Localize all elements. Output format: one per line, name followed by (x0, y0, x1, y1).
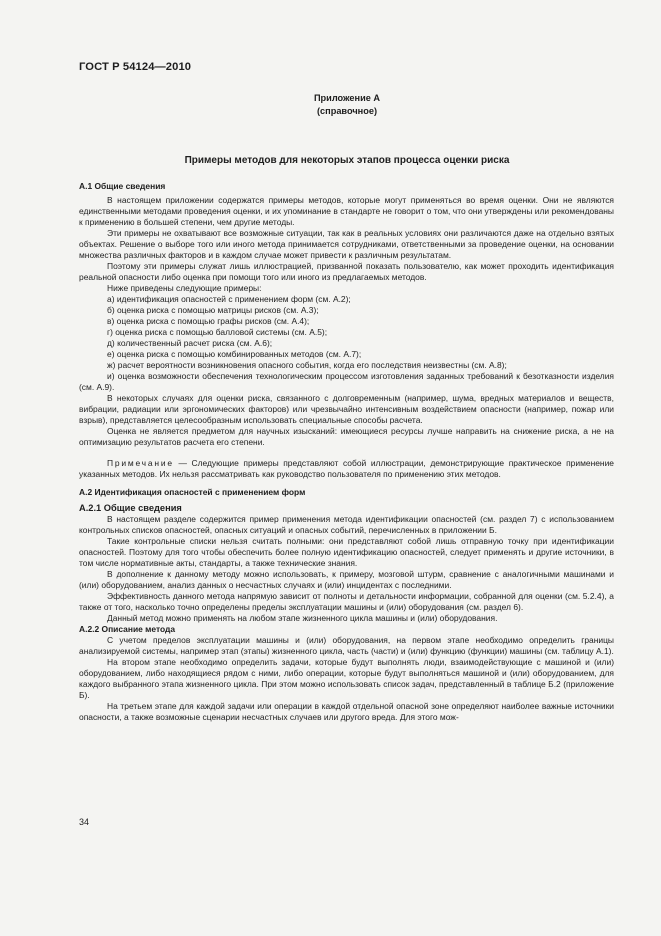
standard-header: ГОСТ Р 54124—2010 (79, 61, 192, 73)
list-item: б) оценка риска с помощью матрицы рисков (см. А.3); (107, 305, 319, 315)
appendix-heading (0, 92, 661, 117)
paragraph: С учетом пределов эксплуатации машины и (или) оборудования, на первом этапе необходимо определить границы анализируемой системы, например этап (этапы) жизненного цикла, часть (части) и (или) функцию (функции) машины (см. таблицу А.1). (79, 635, 614, 656)
list-item: д) количественный расчет риска (см. А.6); (107, 338, 273, 348)
subsection-heading-a21: А.2.1 Общие сведения (79, 503, 182, 513)
note (79, 458, 614, 480)
paragraph: На втором этапе необходимо определить задачи, которые будут выполнять люди, взаимодействующие с машиной и (или) оборудованием, либо находящиеся рядом с ними, либо операции, которые будут выполняться машиной и (или) оборудованием, для каждого выбранного этапа жизненного цикла. При этом можно использовать список задач, представленный в таблице Б.2 (приложение Б). (79, 657, 614, 700)
paragraph: Такие контрольные списки нельзя считать полными: они представляют собой лишь отправную точку при идентификации опасностей. Поэтому для того чтобы обеспечить более полную идентификацию опасностей, следует применять и другие источники, в том числе нормативные акты, стандарты, а также технические знания. (79, 536, 614, 568)
paragraph: В некоторых случаях для оценки риска, связанного с долговременным (например, шума, вредных материалов и веществ, вибрации, радиации или эргономических факторов) или чрезвычайно интенсивным воздействием опасности (например, пожар или взрыв), представляется целесообразным использовать специальные способы расчета. (79, 393, 614, 425)
section-heading-a1: А.1 Общие сведения (79, 181, 166, 191)
paragraph: В настоящем приложении содержатся примеры методов, которые могут применяться во время оценки. Они не являются единственными методами проведения оценки, и их упоминание в стандарте не говорит о том, что они утверждены или рекомендованы к применению в большей степени, чем другие методы. (79, 195, 614, 227)
paragraph: Оценка не является предметом для научных изысканий: имеющиеся ресурсы лучше направить на снижение риска, а не на оптимизацию результатов расчета его степени. (79, 426, 614, 447)
paragraph: В дополнение к данному методу можно использовать, к примеру, мозговой штурм, сравнение с аналогичными машинами и (или) оборудованием, анализ данных о несчастных случаях и (или) инцидентах с последними. (79, 569, 614, 590)
paragraph: Данный метод можно применять на любом этапе жизненного цикла машины и (или) оборудования. (107, 613, 498, 623)
paragraph: Эти примеры не охватывают все возможные ситуации, так как в реальных условиях они различаются даже на отдельно взятых объектах. Решение о выборе того или иного метода принимается сотрудниками, ответственными за проведение оценки, на основании множества различных факторов и в каждом случае может привести к различным результатам. (79, 228, 614, 260)
section-heading-a2: А.2 Идентификация опасностей с применением форм (79, 487, 306, 497)
appendix-kind: (справочное) (316, 105, 377, 116)
paragraph: На третьем этапе для каждой задачи или операции в каждой отдельной опасной зоне определяют наиболее важные источники опасности, а также возможные сценарии несчастных случаев или другого вреда. Для этого мож- (79, 701, 614, 722)
appendix-label: Приложение А (313, 93, 381, 103)
subsection-heading-a22: А.2.2 Описание метода (79, 624, 176, 634)
paragraph: В настоящем разделе содержится пример применения метода идентификации опасностей (см. раздел 7) с использованием контрольных списков опасностей, опасных ситуаций и опасных событий, перечисленных в приложении Б. (79, 514, 614, 535)
paragraph: Эффективность данного метода напрямую зависит от полноты и детальности информации, собранной для оценки (см. 5.2.4), а также от того, насколько точно определены пределы эксплуатации машины и (или) оборудования (см. раздел 6). (79, 591, 614, 612)
document-body (79, 181, 614, 723)
list-item: а) идентификация опасностей с применением форм (см. А.2); (107, 294, 351, 304)
list-item: и) оценка возможности обеспечения технологическим процессом изготовления заданных требований к безотказности изделия (см. А.9). (79, 371, 614, 392)
list-item: г) оценка риска с помощью балловой системы (см. А.5); (107, 327, 328, 337)
list-item: е) оценка риска с помощью комбинированных методов (см. А.7); (107, 349, 362, 359)
list-item: ж) расчет вероятности возникновения опасного события, когда его последствия неизвестны (см. А.8); (107, 360, 507, 370)
list-item: в) оценка риска с помощью графы рисков (см. А.4); (107, 316, 310, 326)
note-text: — Следующие примеры представляют собой иллюстрации, демонстрирующие практическое применение указанных методов. Их нельзя рассматривать как руководство пользователя по применению этих методов. (79, 458, 614, 479)
note-label: Примечание (107, 458, 174, 468)
page-number: 34 (79, 817, 90, 827)
appendix-title: Примеры методов для некоторых этапов процесса оценки риска (184, 155, 510, 166)
paragraph: Поэтому эти примеры служат лишь иллюстрацией, призванной показать пользователю, как может проходить идентификация реальной опасности либо оценка при помощи того или иного из предлагаемых методов. (79, 261, 614, 282)
paragraph: Ниже приведены следующие примеры: (107, 283, 262, 293)
